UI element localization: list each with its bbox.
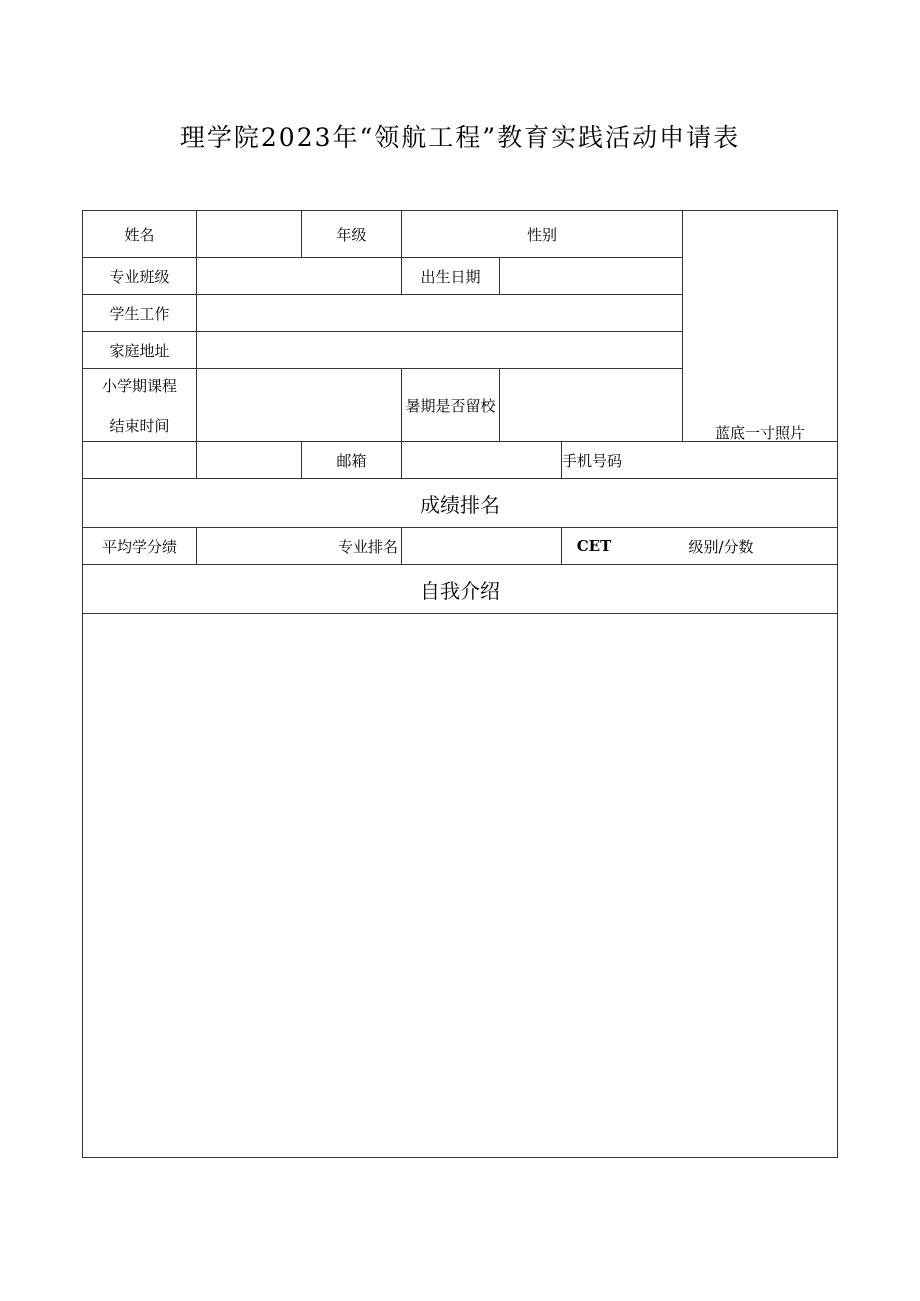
grade-label: 年级 (336, 225, 367, 244)
major-rank-field[interactable] (402, 528, 561, 564)
major-class-field[interactable] (197, 258, 401, 294)
page-title: 理学院2023年“领航工程”教育实践活动申请表 (179, 123, 741, 152)
score-section-header: 成绩排名 (420, 492, 500, 517)
student-work-label: 学生工作 (109, 304, 170, 323)
student-work-field[interactable] (197, 295, 682, 331)
self-intro-field[interactable] (83, 614, 837, 1157)
birth-date-label: 出生日期 (420, 267, 481, 286)
cet-label: CET (576, 537, 612, 555)
name-label: 姓名 (124, 225, 155, 244)
home-address-label: 家庭地址 (109, 341, 170, 360)
cet-field[interactable] (618, 528, 684, 564)
birth-date-field[interactable] (500, 258, 682, 294)
gender-label: 性别 (526, 225, 557, 244)
gpa-field[interactable] (197, 528, 332, 564)
course-end-label-line2: 结束时间 (109, 416, 170, 435)
major-rank-label: 专业排名 (337, 537, 398, 556)
phone-label: 手机号码 (562, 451, 623, 470)
cet-level-label: 级别/分数 (688, 537, 754, 556)
course-end-label-line1: 小学期课程 (101, 376, 177, 395)
name-field[interactable] (197, 211, 301, 257)
course-end-field[interactable] (197, 369, 401, 441)
photo-placeholder[interactable]: 蓝底一寸照片 (714, 423, 805, 442)
intro-section-header: 自我介绍 (420, 578, 500, 603)
summer-stay-field[interactable] (500, 369, 682, 441)
home-address-field[interactable] (197, 332, 682, 368)
gpa-label: 平均学分绩 (101, 537, 177, 556)
phone-field[interactable] (626, 442, 836, 478)
major-class-label: 专业班级 (109, 267, 170, 286)
email-field[interactable] (402, 442, 561, 478)
summer-stay-label: 暑期是否留校 (405, 396, 496, 415)
email-label: 邮箱 (336, 451, 367, 470)
